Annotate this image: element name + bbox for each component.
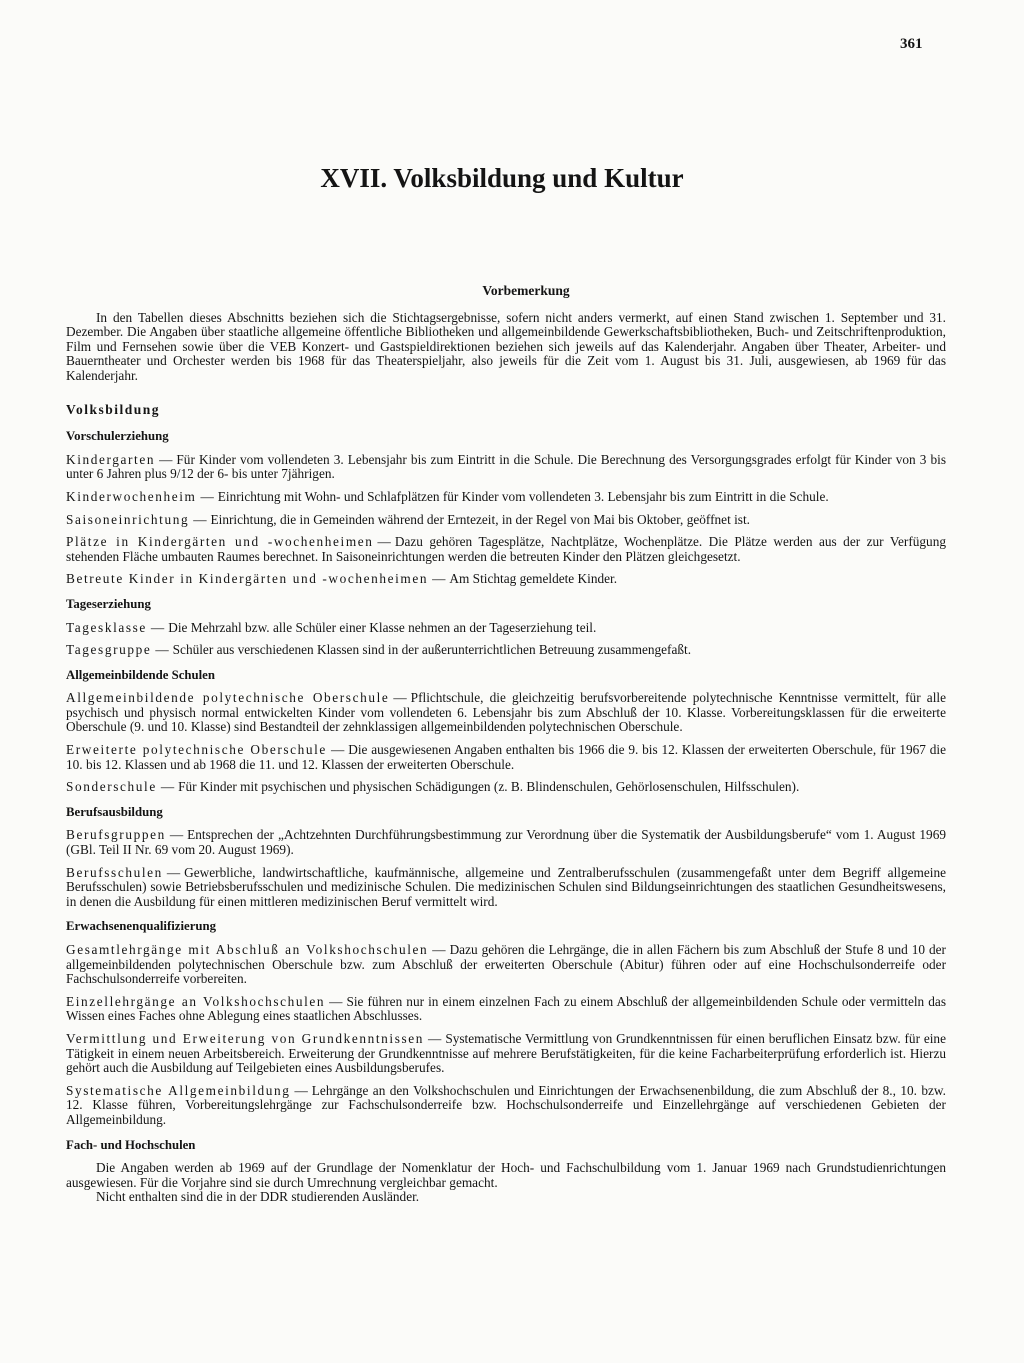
definition-entry (66, 535, 946, 564)
definition-entry (66, 1032, 946, 1076)
definition-text: Gewerbliche, landwirtschaftliche, kaufmännische, allgemeine und Zentralberufsschulen (zusammengefaßt unter dem Begriff allgemeine Berufsschulen) sowie Betriebsberufsschulen und medizinische Schulen. Die medizinischen Schulen sind Bildungseinrichtungen des staatlichen Gesundheitswesens, in denen die Ausbildung für einen mittleren medizinischen Beruf vermittelt wird. (66, 864, 946, 909)
definition-term: Plätze in Kindergärten und -wochenheimen (66, 534, 374, 550)
definition-entry (66, 572, 946, 587)
subheading-allgemeinbildende-schulen: Allgemeinbildende Schulen (66, 667, 215, 682)
definition-text: Lehrgänge an den Volkshochschulen und Einrichtungen der Erwachsenenbildung, die zum Abschluß der 8., 10. bzw. 12. Klasse führen, Vorbereitungslehrgänge zur Fachschulsonderreife bzw. Hochschulsonderreife und Einzellehrgänge auf verschiedenen Gebieten der Allgemeinbildung. (66, 1082, 946, 1127)
definition-entry (66, 453, 946, 482)
dash-separator: — (294, 1082, 308, 1098)
dash-separator: — (169, 827, 184, 843)
definition-term: Tagesgruppe (66, 642, 152, 658)
definition-term: Erweiterte polytechnische Oberschule (66, 742, 327, 758)
dash-separator: — (330, 742, 345, 758)
definition-entry (66, 1084, 946, 1128)
dash-separator: — (393, 690, 407, 706)
definition-text: Entsprechen der „Achtzehnten Durchführungsbestimmung zur Verordnung über die Systematik der Ausbildungsberufe“ vom 1. August 1969 (GBl. Teil II Nr. 69 vom 20. August 1969). (66, 827, 946, 858)
dash-separator: — (150, 619, 165, 635)
definition-text: Dazu gehören die Lehrgänge, die in allen Fächern bis zum Abschluß der Stufe 8 und 10 der allgemeinbildenden polytechnischen Oberschule bzw. zum Abschluß der erweiterten Oberschule (Abitur) führen oder auf eine Hochschulsonderreife oder Fachschulsonderreife vorbereiten. (66, 942, 946, 987)
definition-entry (66, 643, 946, 658)
definition-text: Einrichtung mit Wohn- und Schlafplätzen für Kinder vom vollendeten 3. Lebensjahr bis zum Eintritt in die Schule. (217, 488, 829, 504)
subheading-tageserziehung: Tageserziehung (66, 596, 151, 611)
definition-entry (66, 621, 946, 636)
fach-hochschulen-paragraph: Die Angaben werden ab 1969 auf der Grundlage der Nomenklatur der Hoch- und Fachschulbildung vom 1. Januar 1969 nach Grundstudienrichtungen ausgewiesen. Für die Vorjahre sind sie durch Umrechnung vergleichbar gemacht. (66, 1160, 946, 1190)
definition-text: Die Mehrzahl bzw. alle Schüler einer Klasse nehmen an der Tageserziehung teil. (168, 619, 597, 635)
definition-text: Systematische Vermittlung von Grundkenntnissen für einen beruflichen Einsatz bzw. für eine Tätigkeit in einem neuen Arbeitsbereich. Erweiterung der Grundkenntnisse auf mehrere Berufstätigkeiten, für die keine Facharbeiterprüfung erforderlich ist. Hierzu gehört auch die Ausbildung auf Teilgebieten eines Ausbildungsberufes. (66, 1030, 946, 1076)
dash-separator: — (159, 451, 173, 467)
definition-text: Pflichtschule, die gleichzeitig berufsvorbereitende polytechnische Kenntnisse vermittelt, für alle psychisch und physisch normal entwickelten Kinder vom vollendeten 6. Lebensjahr bis zum Abschluß der 10. Klasse. Vorbereitungsklassen für die erweiterte Oberschule (9. und 10. Klasse) sind Bestandteil der zehnklassigen allgemeinbildenden polytechnischen Oberschule. (66, 690, 946, 735)
definition-term: Allgemeinbildende polytechnische Oberschule (66, 690, 390, 706)
definition-term: Tagesklasse (66, 619, 147, 635)
definition-term: Berufsgruppen (66, 827, 166, 843)
definition-text: Einrichtung, die in Gemeinden während der Erntezeit, in der Regel von Mai bis Oktober, geöffnet ist. (210, 511, 750, 527)
page-content (66, 284, 946, 1205)
section-heading-volksbildung: Volksbildung (66, 401, 161, 417)
fach-hochschulen-paragraph: Nicht enthalten sind die in der DDR studierenden Ausländer. (96, 1189, 420, 1205)
definition-term: Kinderwochenheim (66, 488, 197, 504)
dash-separator: — (155, 642, 169, 658)
definition-text: Für Kinder vom vollendeten 3. Lebensjahr bis zum Eintritt in die Schule. Die Berechnung des Versorgungsgrades erfolgt für Kinder von 3 bis unter 6 Jahren plus 9/12 der 6- bis unter 7jährigen. (66, 451, 946, 482)
dash-separator: — (432, 942, 446, 957)
definition-entry (66, 743, 946, 772)
dash-separator: — (377, 534, 391, 550)
page-number: 361 (900, 36, 923, 52)
subheading-erwachsenenqualifizierung: Erwachsenenqualifizierung (66, 919, 217, 934)
dash-separator: — (166, 864, 181, 880)
vorbemerkung-heading: Vorbemerkung (482, 283, 570, 298)
definition-term: Saisoneinrichtung (66, 511, 190, 527)
definition-term: Gesamtlehrgänge mit Abschluß an Volkshochschulen (66, 942, 429, 957)
dash-separator: — (160, 779, 175, 795)
dash-separator: — (329, 993, 343, 1009)
definition-text: Die ausgewiesenen Angaben enthalten bis 1966 die 9. bis 12. Klassen der erweiterten Oberschule, für 1967 die 10. bis 12. Klassen und ab 1968 die 11. und 12. Klassen der erweiterten Oberschule. (66, 742, 946, 772)
definition-entry (66, 780, 946, 795)
definition-term: Vermittlung und Erweiterung von Grundkenntnissen (66, 1030, 425, 1046)
definition-term: Einzellehrgänge an Volkshochschulen (66, 993, 326, 1009)
subheading-berufsausbildung: Berufsausbildung (66, 804, 163, 819)
definition-entry (66, 866, 946, 910)
definition-term: Kindergarten (66, 451, 156, 467)
chapter-title: XVII. Volksbildung und Kultur (320, 163, 684, 193)
dash-separator: — (428, 1030, 442, 1046)
definition-text: Schüler aus verschiedenen Klassen sind in der außerunterrichtlichen Betreuung zusammengefaßt. (172, 642, 692, 658)
definition-entry (66, 943, 946, 987)
subheading-fach-und-hochschulen: Fach- und Hochschulen (66, 1137, 196, 1152)
definition-text: Sie führen nur in einem einzelnen Fach zu einem Abschluß der allgemeinbildenden Schule oder vermitteln das Wissen eines Faches ohne Ablegung eines staatlichen Abschlusses. (66, 993, 946, 1024)
dash-separator: — (200, 488, 214, 504)
definition-term: Sonderschule (66, 779, 157, 795)
definition-entry (66, 828, 946, 857)
definition-term: Systematische Allgemeinbildung (66, 1082, 291, 1098)
definition-entry (66, 490, 946, 505)
vorbemerkung-text: In den Tabellen dieses Abschnitts beziehen sich die Stichtagsergebnisse, sofern nicht anders vermerkt, auf einen Stand zwischen 1. September und 31. Dezember. Die Angaben über staatliche allgemeine öffentliche Bibliotheken und allgemeinbildende Gewerkschaftsbibliotheken, Buch- und Zeitschriftenproduktion, Film und Fernsehen sowie über die VEB Konzert- und Gastspieldirektionen beziehen sich jeweils auf das Kalenderjahr. Angaben über Theater, Arbeiter- und Bauerntheater und Orchester werden bis 1968 für das Theaterspieljahr, also jeweils für die Zeit vom 1. August bis 31. Juli, ausgewiesen, ab 1969 für das Kalenderjahr. (66, 309, 946, 383)
definition-entry (66, 691, 946, 735)
definition-term: Berufsschulen (66, 864, 163, 880)
dash-separator: — (193, 511, 207, 527)
definition-text: Dazu gehören Tagesplätze, Nachtplätze, Wochenplätze. Die Plätze werden aus der zur Verfügung stehenden Fläche umbauten Raumes berechnet. In Saisoneinrichtungen werden die betreuten Kinder den Plätzen gleichgesetzt. (66, 534, 946, 564)
dash-separator: — (432, 571, 446, 587)
definition-term: Betreute Kinder in Kindergärten und -wochenheimen (66, 571, 429, 587)
definition-entry (66, 995, 946, 1024)
definition-entry (66, 513, 946, 528)
definition-text: Am Stichtag gemeldete Kinder. (449, 571, 618, 587)
subheading-vorschulerziehung: Vorschulerziehung (66, 429, 169, 444)
definition-text: Für Kinder mit psychischen und physischen Schädigungen (z. B. Blindenschulen, Gehörlosenschulen, Hilfsschulen). (178, 779, 800, 795)
